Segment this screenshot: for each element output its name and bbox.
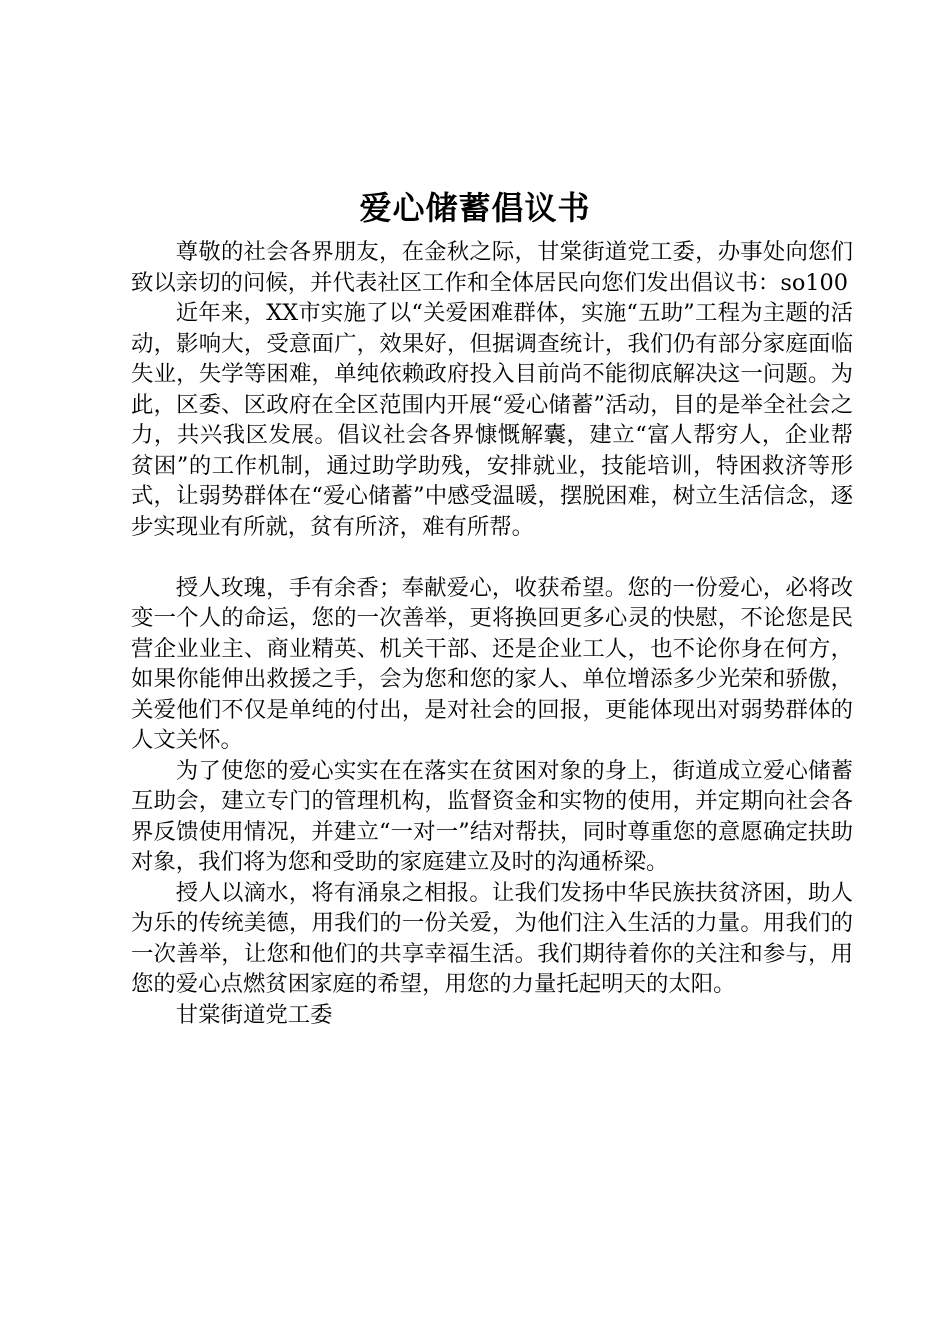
paragraph-mechanism: 为了使您的爱心实实在在落实在贫困对象的身上，街道成立爱心储蓄互助会，建立专门的管理机构，监督资金和实物的使用，并定期向社会各界反馈使用情况，并建立“一对一”结对帮扶，同时尊重您的意愿确定扶助对象，我们将为您和受助的家庭建立及时的沟通桥梁。	[131, 757, 853, 875]
paragraph-background: 近年来，XX市实施了以“关爱困难群体，实施“五助”工程为主题的活动，影响大，受意面广，效果好，但据调查统计，我们仍有部分家庭面临失业，失学等困难，单纯依赖政府投入目前尚不能彻底解决这一问题。为此，区委、区政府在全区范围内开展“爱心储蓄”活动，目的是举全社会之力，共兴我区发展。倡议社会各界慷慨解囊，建立“富人帮穷人，企业帮贫困”的工作机制，通过助学助残，安排就业，技能培训，特困救济等形式，让弱势群体在“爱心储蓄”中感受温暖，摆脱困难，树立生活信念，逐步实现业有所就，贫有所济，难有所帮。	[131, 300, 853, 540]
paragraph-appeal: 授人玫瑰，手有余香；奉献爱心，收获希望。您的一份爱心，必将改变一个人的命运，您的一次善举，更将换回更多心灵的快慰，不论您是民营企业业主、商业精英、机关干部、还是企业工人，也不论你身在何方，如果你能伸出救援之手，会为您和您的家人、单位增添多少光荣和骄傲，关爱他们不仅是单纯的付出，是对社会的回报，更能体现出对弱势群体的人文关怀。	[131, 574, 853, 753]
paragraph-greeting: 尊敬的社会各界朋友，在金秋之际，甘棠街道党工委，办事处向您们致以亲切的问候，并代表社区工作和全体居民向您们发出倡议书：so100	[131, 239, 853, 296]
document-title: 爱心储蓄倡议书	[359, 189, 591, 227]
document-body	[131, 237, 853, 1030]
paragraph-spacer	[131, 542, 853, 573]
signature: 甘棠街道党工委	[175, 1001, 333, 1028]
paragraph-closing: 授人以滴水，将有涌泉之相报。让我们发扬中华民族扶贫济困，助人为乐的传统美德，用我们的一份关爱，为他们注入生活的力量。用我们的一次善举，让您和他们的共享幸福生活。我们期待着你的关注和参与，用您的爱心点燃贫困家庭的希望，用您的力量托起明天的太阳。	[131, 879, 853, 997]
